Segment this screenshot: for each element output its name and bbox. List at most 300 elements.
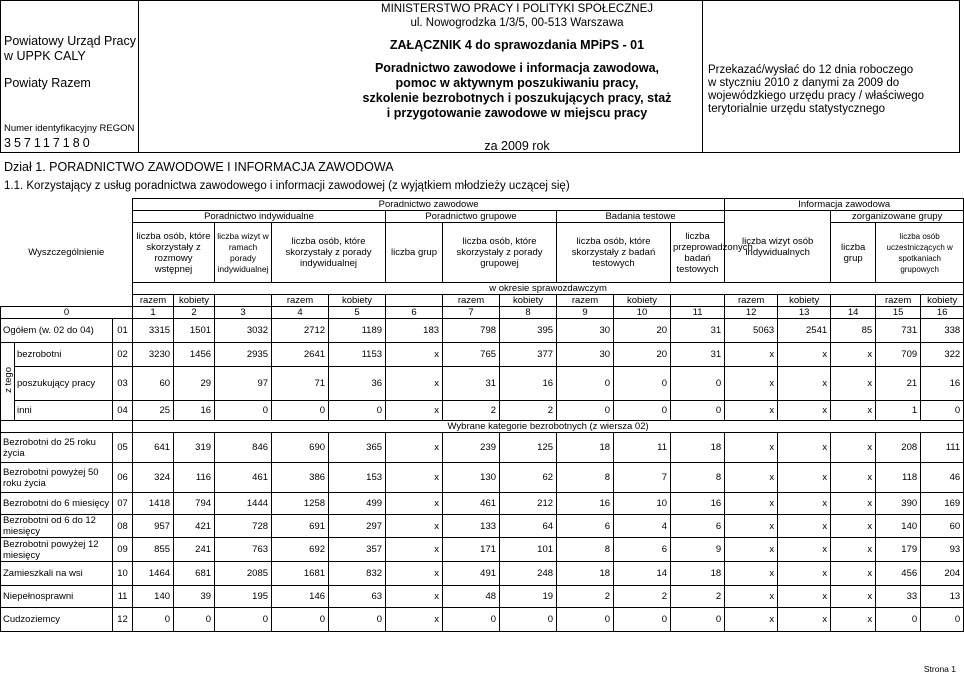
title-line: i przygotowanie zawodowe w miejscu pracy <box>386 106 648 120</box>
data-cell: 60 <box>921 515 964 538</box>
data-cell: 2085 <box>215 562 272 586</box>
data-cell: x <box>386 463 443 493</box>
row-label: Cudzoziemcy <box>1 608 113 632</box>
data-cell: 1464 <box>133 562 174 586</box>
data-cell: 0 <box>921 608 964 632</box>
data-cell: 16 <box>557 493 614 515</box>
data-cell: 33 <box>876 586 921 608</box>
header-period: w okresie sprawozdawczym <box>133 283 964 295</box>
data-cell: 31 <box>671 319 725 343</box>
data-cell: 2 <box>500 401 557 421</box>
row-label: inni <box>15 401 113 421</box>
data-cell: x <box>725 515 778 538</box>
row-number: 04 <box>113 401 133 421</box>
header-informacja: Informacja zawodowa <box>725 199 964 211</box>
data-cell: 681 <box>174 562 215 586</box>
data-cell: 395 <box>500 319 557 343</box>
data-cell: x <box>725 343 778 367</box>
row-label: Niepełnosprawni <box>1 586 113 608</box>
office-scope: Powiaty Razem <box>4 76 91 90</box>
data-cell: x <box>725 538 778 562</box>
data-cell: 0 <box>557 367 614 401</box>
data-cell: 146 <box>272 586 329 608</box>
data-cell: 1501 <box>174 319 215 343</box>
data-cell: x <box>778 562 831 586</box>
table-row <box>1 538 964 562</box>
data-cell: 1456 <box>174 343 215 367</box>
data-cell: 499 <box>329 493 386 515</box>
data-cell: 0 <box>876 608 921 632</box>
table-row <box>1 515 964 538</box>
data-cell: 461 <box>443 493 500 515</box>
title-line: Poradnictwo zawodowe i informacja zawodowa, <box>374 61 660 75</box>
column-number: 11 <box>671 307 725 319</box>
kobiety-header: kobiety <box>921 295 964 307</box>
data-cell: 116 <box>174 463 215 493</box>
header-c4: liczba grup <box>386 223 443 283</box>
data-cell: 390 <box>876 493 921 515</box>
razem-header: razem <box>725 295 778 307</box>
data-cell: x <box>386 401 443 421</box>
razem-header: razem <box>443 295 500 307</box>
row-number: 02 <box>113 343 133 367</box>
data-cell: 204 <box>921 562 964 586</box>
data-cell: 8 <box>557 538 614 562</box>
column-number: 5 <box>329 307 386 319</box>
data-cell: 18 <box>557 562 614 586</box>
data-cell: 0 <box>329 608 386 632</box>
office-name: Powiatowy Urząd Pracy <box>4 34 136 48</box>
data-cell: 118 <box>876 463 921 493</box>
column-number: 14 <box>831 307 876 319</box>
data-cell: 85 <box>831 319 876 343</box>
data-cell: 0 <box>215 401 272 421</box>
data-cell: 691 <box>272 515 329 538</box>
data-cell: x <box>725 463 778 493</box>
ministry-address: ul. Nowogrodzka 1/3/5, 00-513 Warszawa <box>410 17 624 29</box>
data-cell: 0 <box>557 401 614 421</box>
data-cell: 1418 <box>133 493 174 515</box>
data-cell: 0 <box>614 608 671 632</box>
data-cell: 731 <box>876 319 921 343</box>
data-cell: 13 <box>921 586 964 608</box>
data-cell: 1 <box>876 401 921 421</box>
data-cell: 29 <box>174 367 215 401</box>
data-cell: 4 <box>614 515 671 538</box>
data-cell: 794 <box>174 493 215 515</box>
data-cell: 491 <box>443 562 500 586</box>
data-cell: x <box>725 608 778 632</box>
kobiety-header: kobiety <box>174 295 215 307</box>
header-c1: liczba osób, które skorzystały z rozmowy wstępnej <box>133 223 215 283</box>
data-cell: 20 <box>614 319 671 343</box>
data-cell: 18 <box>671 433 725 463</box>
data-cell: x <box>386 608 443 632</box>
data-cell: x <box>778 515 831 538</box>
header-c8: liczba wizyt osób indywidualnych <box>725 211 831 283</box>
data-cell: 93 <box>921 538 964 562</box>
data-cell: 64 <box>500 515 557 538</box>
row-number: 05 <box>113 433 133 463</box>
data-cell: 365 <box>329 433 386 463</box>
column-number: 3 <box>215 307 272 319</box>
data-cell: 2 <box>671 586 725 608</box>
data-cell: 16 <box>174 401 215 421</box>
data-cell: x <box>778 401 831 421</box>
data-cell: 133 <box>443 515 500 538</box>
header-badania: Badania testowe <box>557 211 725 223</box>
data-cell: 0 <box>614 367 671 401</box>
data-cell: 71 <box>272 367 329 401</box>
data-cell: 30 <box>557 343 614 367</box>
data-cell: 14 <box>614 562 671 586</box>
note-line: Przekazać/wysłać do 12 dnia roboczego <box>708 64 914 76</box>
data-cell: 690 <box>272 433 329 463</box>
data-cell: 8 <box>557 463 614 493</box>
data-cell: x <box>778 608 831 632</box>
data-cell: 798 <box>443 319 500 343</box>
data-cell: 0 <box>671 608 725 632</box>
data-cell: 19 <box>500 586 557 608</box>
row-label: Bezrobotni do 6 miesięcy <box>1 493 113 515</box>
data-cell: 0 <box>921 401 964 421</box>
data-cell: 2 <box>557 586 614 608</box>
data-cell: 241 <box>174 538 215 562</box>
data-cell: 1444 <box>215 493 272 515</box>
data-cell: 0 <box>671 367 725 401</box>
data-cell: 728 <box>215 515 272 538</box>
data-cell: 832 <box>329 562 386 586</box>
data-cell: 39 <box>174 586 215 608</box>
column-number: 15 <box>876 307 921 319</box>
data-cell: x <box>778 538 831 562</box>
row-label: Bezrobotni do 25 roku życia <box>1 433 113 463</box>
data-cell: 9 <box>671 538 725 562</box>
blank-header <box>831 295 876 307</box>
row-label: Bezrobotni od 6 do 12 miesięcy <box>1 515 113 538</box>
row-number: 10 <box>113 562 133 586</box>
table-row <box>1 343 964 367</box>
data-cell: 7 <box>614 463 671 493</box>
col-header-wyszczegolnienie: Wyszczególnienie <box>1 199 133 307</box>
data-cell: 1681 <box>272 562 329 586</box>
data-cell: x <box>831 493 876 515</box>
data-cell: 16 <box>500 367 557 401</box>
header-c9: liczba grup <box>831 223 876 283</box>
data-cell: 456 <box>876 562 921 586</box>
data-cell: 357 <box>329 538 386 562</box>
data-cell: 461 <box>215 463 272 493</box>
data-cell: 36 <box>329 367 386 401</box>
blank-header <box>386 295 443 307</box>
data-cell: 60 <box>133 367 174 401</box>
data-cell: x <box>778 367 831 401</box>
data-cell: 195 <box>215 586 272 608</box>
data-cell: 62 <box>500 463 557 493</box>
data-cell: 11 <box>614 433 671 463</box>
data-cell: 0 <box>272 608 329 632</box>
row-number: 09 <box>113 538 133 562</box>
data-cell: x <box>778 463 831 493</box>
data-cell: 0 <box>557 608 614 632</box>
data-cell: x <box>778 493 831 515</box>
table-row <box>1 433 964 463</box>
column-number: 0 <box>1 307 133 319</box>
row-label: Bezrobotni powyżej 50 roku życia <box>1 463 113 493</box>
header-c7: liczba przeprowadzonych badań testowych <box>671 223 725 283</box>
regon-value: 357117180 <box>4 136 93 150</box>
data-cell: x <box>725 433 778 463</box>
data-cell: 6 <box>671 515 725 538</box>
data-cell: x <box>831 586 876 608</box>
data-cell: 101 <box>500 538 557 562</box>
form-header <box>332 2 702 153</box>
data-cell: x <box>831 463 876 493</box>
selected-categories-header: Wybrane kategorie bezrobotnych (z wiersza 02) <box>133 421 964 433</box>
table-row <box>1 319 964 343</box>
data-cell: 16 <box>921 367 964 401</box>
data-cell: 0 <box>614 401 671 421</box>
data-cell: 30 <box>557 319 614 343</box>
data-cell: x <box>831 538 876 562</box>
razem-header: razem <box>557 295 614 307</box>
table-row <box>1 608 964 632</box>
data-cell: 153 <box>329 463 386 493</box>
statistics-table <box>0 198 964 632</box>
header-poradnictwo: Poradnictwo zawodowe <box>133 199 725 211</box>
data-cell: 765 <box>443 343 500 367</box>
data-cell: 2541 <box>778 319 831 343</box>
data-cell: 324 <box>133 463 174 493</box>
office-name-2: w UPPK CALY <box>4 49 86 63</box>
z-tego-label: z tego <box>3 367 14 393</box>
row-label: bezrobotni <box>15 343 113 367</box>
header-grupowe: Poradnictwo grupowe <box>386 211 557 223</box>
data-cell: 125 <box>500 433 557 463</box>
data-cell: 0 <box>133 608 174 632</box>
row-number: 01 <box>113 319 133 343</box>
data-cell: 18 <box>671 562 725 586</box>
data-cell: x <box>831 608 876 632</box>
data-cell: 2712 <box>272 319 329 343</box>
data-cell: 2 <box>443 401 500 421</box>
data-cell: x <box>831 343 876 367</box>
table-row <box>1 493 964 515</box>
data-cell: x <box>778 586 831 608</box>
data-cell: 97 <box>215 367 272 401</box>
row-number: 06 <box>113 463 133 493</box>
office-header <box>4 34 136 91</box>
razem-header: razem <box>876 295 921 307</box>
data-cell: x <box>725 586 778 608</box>
data-cell: 855 <box>133 538 174 562</box>
spacer-cell <box>1 421 133 433</box>
header-c2: liczba wizyt w ramach porady indywidualnej <box>215 223 272 283</box>
row-number: 12 <box>113 608 133 632</box>
data-cell: 297 <box>329 515 386 538</box>
data-cell: 846 <box>215 433 272 463</box>
attachment-title: ZAŁĄCZNIK 4 do sprawozdania MPiPS - 01 <box>389 38 645 52</box>
data-cell: x <box>831 562 876 586</box>
blank-header <box>215 295 272 307</box>
blank-header <box>671 295 725 307</box>
data-cell: 1153 <box>329 343 386 367</box>
data-cell: 48 <box>443 586 500 608</box>
data-cell: 130 <box>443 463 500 493</box>
data-cell: 171 <box>443 538 500 562</box>
data-cell: x <box>725 493 778 515</box>
data-cell: x <box>386 562 443 586</box>
ministry: MINISTERSTWO PRACY I POLITYKI SPOŁECZNEJ <box>380 3 653 15</box>
data-cell: 169 <box>921 493 964 515</box>
data-cell: 8 <box>671 463 725 493</box>
data-cell: x <box>725 562 778 586</box>
row-label: poszukujący pracy <box>15 367 113 401</box>
regon-label: Numer identyfikacyjny REGON <box>4 123 135 134</box>
data-cell: 1258 <box>272 493 329 515</box>
data-cell: x <box>831 515 876 538</box>
title-line: szkolenie bezrobotnych i poszukujących pracy, staż <box>362 91 672 105</box>
data-cell: 421 <box>174 515 215 538</box>
row-number: 08 <box>113 515 133 538</box>
data-cell: 248 <box>500 562 557 586</box>
data-cell: x <box>831 367 876 401</box>
data-cell: 10 <box>614 493 671 515</box>
header-c5: liczba osób, które skorzystały z porady grupowej <box>443 223 557 283</box>
header-c3: liczba osób, które skorzystały z porady indywidualnej <box>272 223 386 283</box>
data-cell: 957 <box>133 515 174 538</box>
data-cell: x <box>386 515 443 538</box>
data-cell: 6 <box>557 515 614 538</box>
row-label: Bezrobotni powyżej 12 miesięcy <box>1 538 113 562</box>
data-cell: 0 <box>174 608 215 632</box>
column-number: 16 <box>921 307 964 319</box>
data-cell: 5063 <box>725 319 778 343</box>
data-cell: 6 <box>614 538 671 562</box>
razem-header: razem <box>272 295 329 307</box>
data-cell: 111 <box>921 433 964 463</box>
data-cell: 0 <box>329 401 386 421</box>
data-cell: 25 <box>133 401 174 421</box>
data-cell: 20 <box>614 343 671 367</box>
data-cell: x <box>386 493 443 515</box>
data-cell: 709 <box>876 343 921 367</box>
data-cell: x <box>725 401 778 421</box>
data-cell: 692 <box>272 538 329 562</box>
section-title: Dział 1. PORADNICTWO ZAWODOWE I INFORMACJA ZAWODOWA <box>4 160 394 174</box>
z-tego-cell <box>1 343 15 421</box>
data-cell: x <box>778 343 831 367</box>
note-line: w styczniu 2010 z danymi za 2009 do <box>708 77 900 89</box>
data-cell: 239 <box>443 433 500 463</box>
column-number: 4 <box>272 307 329 319</box>
data-cell: x <box>831 433 876 463</box>
data-cell: 140 <box>876 515 921 538</box>
header-c10: liczba osób uczestniczących w spotkaniach grupowych <box>876 223 964 283</box>
data-cell: 1189 <box>329 319 386 343</box>
data-cell: 179 <box>876 538 921 562</box>
data-cell: x <box>725 367 778 401</box>
column-number: 13 <box>778 307 831 319</box>
column-number: 9 <box>557 307 614 319</box>
data-cell: 18 <box>557 433 614 463</box>
data-cell: 338 <box>921 319 964 343</box>
data-cell: 0 <box>443 608 500 632</box>
kobiety-header: kobiety <box>500 295 557 307</box>
data-cell: 0 <box>272 401 329 421</box>
data-cell: 0 <box>671 401 725 421</box>
table-row <box>1 463 964 493</box>
kobiety-header: kobiety <box>778 295 831 307</box>
data-cell: 0 <box>215 608 272 632</box>
row-label: Zamieszkali na wsi <box>1 562 113 586</box>
data-cell: 377 <box>500 343 557 367</box>
kobiety-header: kobiety <box>614 295 671 307</box>
data-cell: 208 <box>876 433 921 463</box>
row-label: Ogółem (w. 02 do 04) <box>1 319 113 343</box>
data-cell: 3032 <box>215 319 272 343</box>
data-cell: 63 <box>329 586 386 608</box>
submission-note <box>708 64 958 116</box>
data-cell: x <box>778 433 831 463</box>
data-cell: 46 <box>921 463 964 493</box>
report-title <box>332 61 702 121</box>
data-cell: 0 <box>500 608 557 632</box>
column-number: 6 <box>386 307 443 319</box>
data-cell: x <box>386 433 443 463</box>
table-row <box>1 367 964 401</box>
page-number: Strona 1 <box>923 664 956 674</box>
data-cell: x <box>386 343 443 367</box>
table-row <box>1 562 964 586</box>
data-cell: 2935 <box>215 343 272 367</box>
column-number: 1 <box>133 307 174 319</box>
data-cell: 641 <box>133 433 174 463</box>
data-cell: x <box>831 401 876 421</box>
kobiety-header: kobiety <box>329 295 386 307</box>
table-row <box>1 586 964 608</box>
data-cell: 2 <box>614 586 671 608</box>
column-number: 7 <box>443 307 500 319</box>
data-cell: 2641 <box>272 343 329 367</box>
row-number: 03 <box>113 367 133 401</box>
data-cell: x <box>386 586 443 608</box>
data-cell: 16 <box>671 493 725 515</box>
report-year: za 2009 rok <box>484 139 550 153</box>
data-cell: 319 <box>174 433 215 463</box>
column-number: 12 <box>725 307 778 319</box>
data-cell: 386 <box>272 463 329 493</box>
row-number: 11 <box>113 586 133 608</box>
column-number: 10 <box>614 307 671 319</box>
row-number: 07 <box>113 493 133 515</box>
data-cell: 31 <box>671 343 725 367</box>
data-cell: 31 <box>443 367 500 401</box>
column-number: 2 <box>174 307 215 319</box>
title-line: pomoc w aktywnym poszukiwaniu pracy, <box>395 76 639 90</box>
data-cell: 183 <box>386 319 443 343</box>
header-zorganizowane: zorganizowane grupy <box>831 211 964 223</box>
data-cell: 140 <box>133 586 174 608</box>
table-row <box>1 401 964 421</box>
data-cell: 322 <box>921 343 964 367</box>
data-cell: 3315 <box>133 319 174 343</box>
razem-header: razem <box>133 295 174 307</box>
data-cell: x <box>386 538 443 562</box>
note-line: terytorialnie urzędu statystycznego <box>708 103 886 115</box>
data-cell: x <box>386 367 443 401</box>
data-cell: 212 <box>500 493 557 515</box>
